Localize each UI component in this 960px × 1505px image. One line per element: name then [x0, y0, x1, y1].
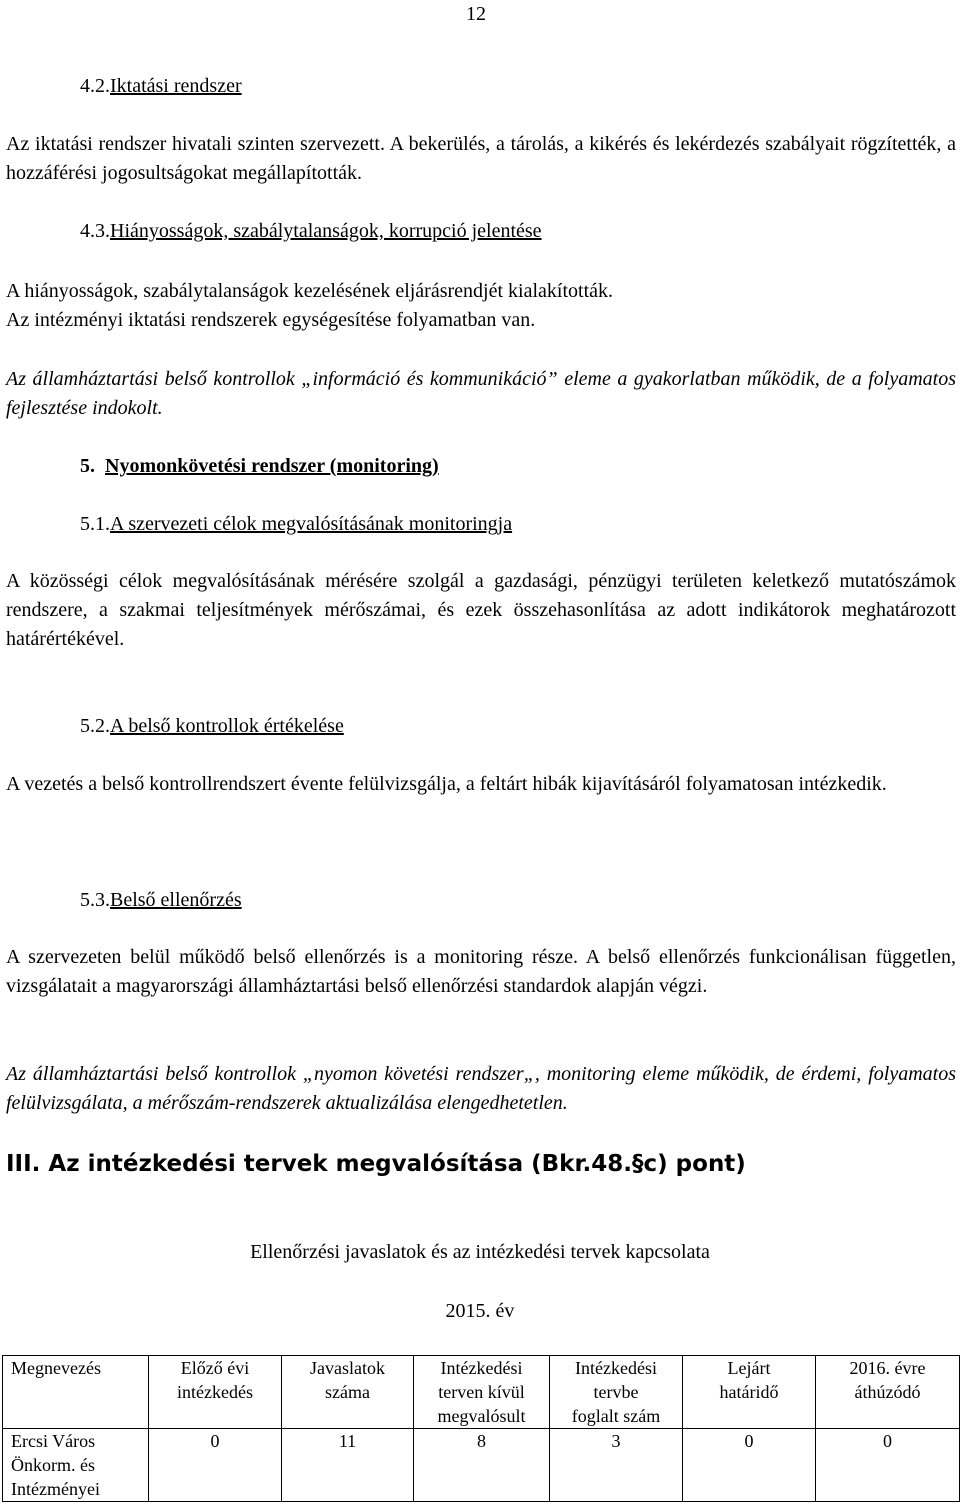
- section-title: Nyomonkövetési rendszer (monitoring): [105, 455, 439, 477]
- row-name-line: Ercsi Város: [11, 1431, 96, 1451]
- table-subtitle: Ellenőrzési javaslatok és az intézkedési tervek kapcsolata: [250, 1241, 710, 1263]
- header-cell-in-plan: [550, 1356, 683, 1429]
- measures-table: [2, 1355, 960, 1502]
- section-5-3-heading: [80, 886, 242, 915]
- value-cell-outside-plan: 8: [414, 1429, 550, 1502]
- section-number: 5.1.: [80, 513, 110, 535]
- header-line: Javaslatok: [310, 1358, 385, 1378]
- header-line: foglalt szám: [571, 1406, 661, 1426]
- header-line: határidő: [719, 1382, 779, 1402]
- table-header-row: [3, 1356, 960, 1429]
- header-cell-proposals: [282, 1356, 414, 1429]
- page-number: 12: [466, 3, 486, 25]
- value-cell-expired-deadline: 0: [683, 1429, 816, 1502]
- section-4-3-line-2: Az intézményi iktatási rendszerek egységesítése folyamatban van.: [6, 309, 536, 331]
- section-title: Iktatási rendszer: [110, 75, 242, 97]
- section-number: 5.3.: [80, 889, 110, 911]
- row-name-line: Önkorm. és: [11, 1455, 95, 1475]
- header-line: áthúzódó: [854, 1382, 921, 1402]
- header-cell-carried-over: [816, 1356, 960, 1429]
- table-row: [3, 1429, 960, 1502]
- section-5-1-heading: [80, 510, 512, 539]
- header-line: Előző évi: [180, 1358, 250, 1378]
- header-cell-outside-plan: [414, 1356, 550, 1429]
- header-line: száma: [325, 1382, 370, 1402]
- header-cell-expired-deadline: [683, 1356, 816, 1429]
- value-cell-in-plan: 3: [550, 1429, 683, 1502]
- header-cell-name: [3, 1356, 149, 1429]
- header-line: tervbe: [593, 1382, 639, 1402]
- section-title: A belső kontrollok értékelése: [110, 715, 344, 737]
- section-5-3-paragraph: A szervezeten belül működő belső ellenőrzés is a monitoring része. A belső ellenőrzés funkcionálisan független, vizsgálatait a magyarországi államháztartási belső ellenőrzési standardok alapján végzi.: [6, 946, 956, 997]
- table-year: 2015. év: [445, 1300, 515, 1322]
- header-line: Intézkedési: [575, 1358, 657, 1378]
- section-5-3-italic-paragraph: Az államháztartási belső kontrollok „nyomon követési rendszer„, monitoring eleme működik, de érdemi, folyamatos felülvizsgálata, a mérőszám-rendszerek aktualizálása elengedhetetlen.: [6, 1063, 956, 1114]
- header-line: megvalósult: [437, 1406, 526, 1426]
- section-3-heading: III. Az intézkedési tervek megvalósítása (Bkr.48.§c) pont): [6, 1151, 746, 1177]
- value-cell-carried-over: 0: [816, 1429, 960, 1502]
- header-line: Lejárt: [727, 1358, 771, 1378]
- section-number: 4.2.: [80, 75, 110, 97]
- header-cell-previous-year: [149, 1356, 282, 1429]
- section-number: 5.2.: [80, 715, 110, 737]
- header-line: intézkedés: [177, 1382, 253, 1402]
- section-4-2-heading: [80, 72, 242, 101]
- section-number: 4.3.: [80, 220, 110, 242]
- section-4-2-paragraph: Az iktatási rendszer hivatali szinten szervezett. A bekerülés, a tárolás, a kikérés és lekérdezés szabályait rögzítették, a hozzáférési jogosultságokat megállapították.: [6, 133, 956, 184]
- section-4-3-line-1: A hiányosságok, szabálytalanságok kezelésének eljárásrendjét kialakították.: [6, 280, 614, 302]
- header-line: Intézkedési: [440, 1358, 523, 1378]
- section-number: 5.: [80, 455, 95, 477]
- row-name-line: Intézményei: [11, 1479, 100, 1499]
- header-line: Megnevezés: [11, 1358, 101, 1378]
- section-4-3-italic-paragraph: Az államháztartási belső kontrollok „információ és kommunikáció” eleme a gyakorlatban működik, de a folyamatos fejlesztése indokolt.: [6, 368, 956, 419]
- row-name-cell: [3, 1429, 149, 1502]
- section-5-1-paragraph: A közösségi célok megvalósításának mérésére szolgál a gazdasági, pénzügyi területen keletkező mutatószámok rendszere, a szakmai teljesítmények mérőszámai, és ezek összehasonlítása az adott indikátorok meghatározott határértékével.: [6, 570, 956, 650]
- section-4-3-heading: [80, 217, 542, 246]
- header-line: 2016. évre: [849, 1358, 926, 1378]
- section-5-2-paragraph: A vezetés a belső kontrollrendszert évente felülvizsgálja, a feltárt hibák kijavításáról folyamatosan intézkedik.: [6, 773, 887, 795]
- section-5-heading: [80, 452, 439, 481]
- section-5-2-heading: [80, 712, 344, 741]
- section-title: Belső ellenőrzés: [110, 889, 242, 911]
- section-title: Hiányosságok, szabálytalanságok, korrupció jelentése: [110, 220, 542, 242]
- section-title: A szervezeti célok megvalósításának monitoringja: [110, 513, 513, 535]
- header-line: terven kívül: [438, 1382, 525, 1402]
- value-cell-proposals: 11: [282, 1429, 414, 1502]
- value-cell-previous-year: 0: [149, 1429, 282, 1502]
